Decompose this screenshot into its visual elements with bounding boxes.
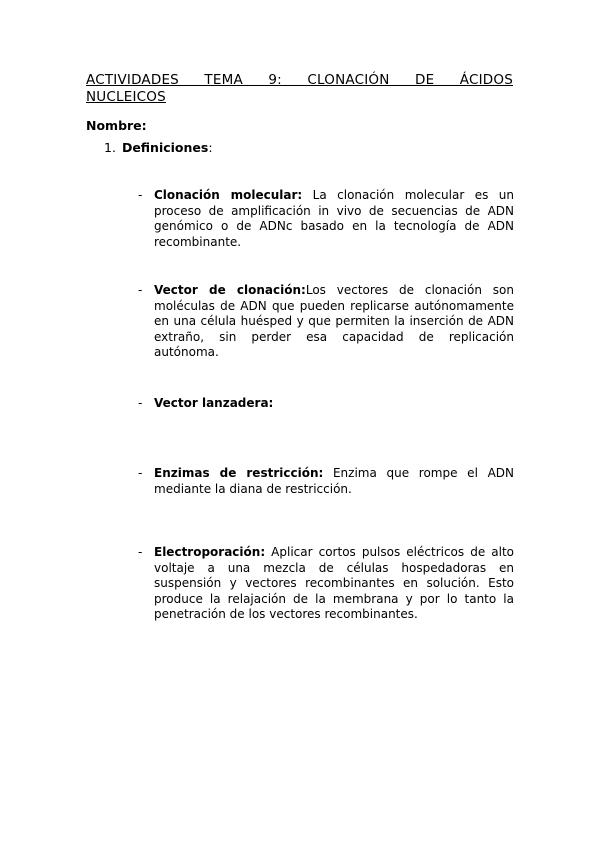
definition-term: Electroporación: (154, 545, 266, 559)
section-label: Definiciones (121, 140, 209, 155)
title-line-2: NUCLEICOS (86, 89, 166, 105)
definition-body (154, 188, 514, 250)
definition-text: Los vectores de clonación son moléculas de ADN que pueden replicarse autónomamente en una célula huésped y que permiten la inserción de ADN extraño, sin perder esa capacidad de replicación autónoma. (154, 283, 514, 359)
definition-item (138, 396, 514, 412)
section-heading (104, 140, 213, 155)
definition-term: Vector de clonación: (154, 283, 306, 297)
definition-text: Enzima que rompe el ADN mediante la diana de restricción. (154, 466, 515, 496)
definition-item (138, 188, 514, 250)
definition-body (154, 466, 514, 497)
section-suffix: : (208, 140, 213, 155)
section-number: 1. (104, 140, 116, 155)
list-dash: - (138, 466, 143, 480)
definition-text: La clonación molecular es un proceso de amplificación in vivo de secuencias de ADN genómico o de ADNc basado en la tecnología de ADN recombinante. (154, 188, 514, 249)
definition-term: Vector lanzadera: (154, 396, 274, 410)
definition-term: Enzimas de restricción: (154, 466, 324, 480)
title-line-1: ACTIVIDADES TEMA 9: CLONACIÓN DE ÁCIDOS (86, 72, 513, 88)
definition-term: Clonación molecular: (154, 188, 303, 202)
list-dash: - (138, 283, 143, 297)
definition-body (154, 283, 514, 361)
definition-item (138, 545, 514, 623)
definition-item (138, 283, 514, 361)
list-dash: - (138, 188, 143, 202)
definition-item (138, 466, 514, 497)
definition-body (154, 545, 514, 623)
definition-body (154, 396, 514, 412)
list-dash: - (138, 396, 143, 410)
document-title (86, 72, 513, 106)
definition-text: Aplicar cortos pulsos eléctricos de alto voltaje a una mezcla de células hospedadoras en suspensión y vectores recombinantes en solución. Esto produce la relajación de la membrana y por lo tanto la penetración de los vectores recombinantes. (154, 545, 514, 621)
list-dash: - (138, 545, 143, 559)
nombre-label: Nombre: (86, 118, 147, 133)
